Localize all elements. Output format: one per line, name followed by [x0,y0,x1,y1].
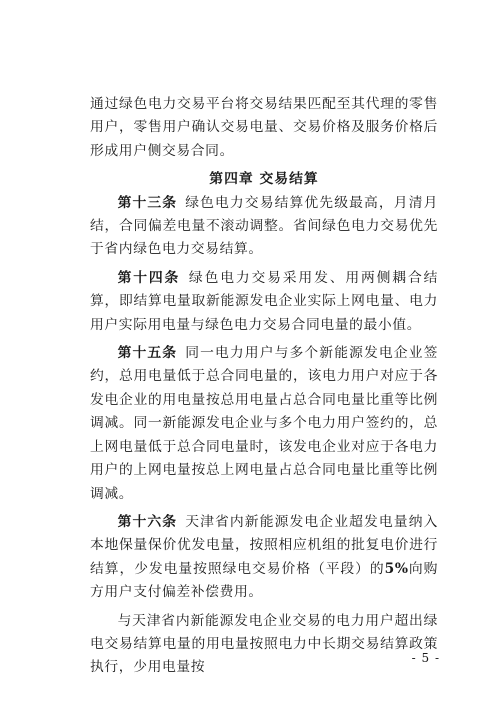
percentage-value: 5% [384,560,409,577]
opening-paragraph: 通过绿色电力交易平台将交易结果匹配至其代理的零售用户，零售用户确认交易电量、交易价格及服务价格后形成用户侧交易合同。 [90,96,438,159]
article-label: 第十六条 [117,513,178,530]
closing-paragraph: 与天津省内新能源发电企业交易的电力用户超出绿电交易结算电量的用电量按照电力中长期交易结算政策执行，少用电量按 [90,612,438,676]
article-16 [90,511,438,605]
article-label: 第十四条 [117,269,181,286]
article-14 [90,267,438,337]
document-body [90,93,438,685]
chapter-title: 第四章 交易结算 [209,171,319,188]
article-text: 绿色电力交易结算优先级最高，月清月结，合同偏差电量不滚动调整。省间绿色电力交易优先于省内绿色电力交易结算。 [90,194,438,258]
article-13 [90,192,438,262]
article-text: 同一电力用户与多个新能源发电企业签约，总用电量低于总合同电量的，该电力用户对应于各发电企业的用电量按总用电量占总合同电量比重等比例调减。同一新能源发电企业与多个电力用户签约的，总上网电量低于总合同电量时，该发电企业对应于各电力用户的上网电量按总上网电量占总合同电量比重等比例调减。 [90,345,438,502]
article-text: 绿色电力交易采用发、用两侧耦合结算，即结算电量取新能源发电企业实际上网电量、电力用户实际用电量与绿色电力交易合同电量的最小值。 [90,269,438,333]
article-text-end: 向购方用户支付偏差补偿费用。 [90,560,439,601]
article-text: 天津省内新能源发电企业超发电量纳入本地保量保价优发电量，按照相应机组的批复电价进行结算，少发电量按照绿电交易价格（平段）的 [90,513,438,577]
article-15 [90,342,438,506]
article-label: 第十三条 [117,194,178,211]
page-number: - 5 - [411,651,440,665]
article-label: 第十五条 [117,345,178,362]
